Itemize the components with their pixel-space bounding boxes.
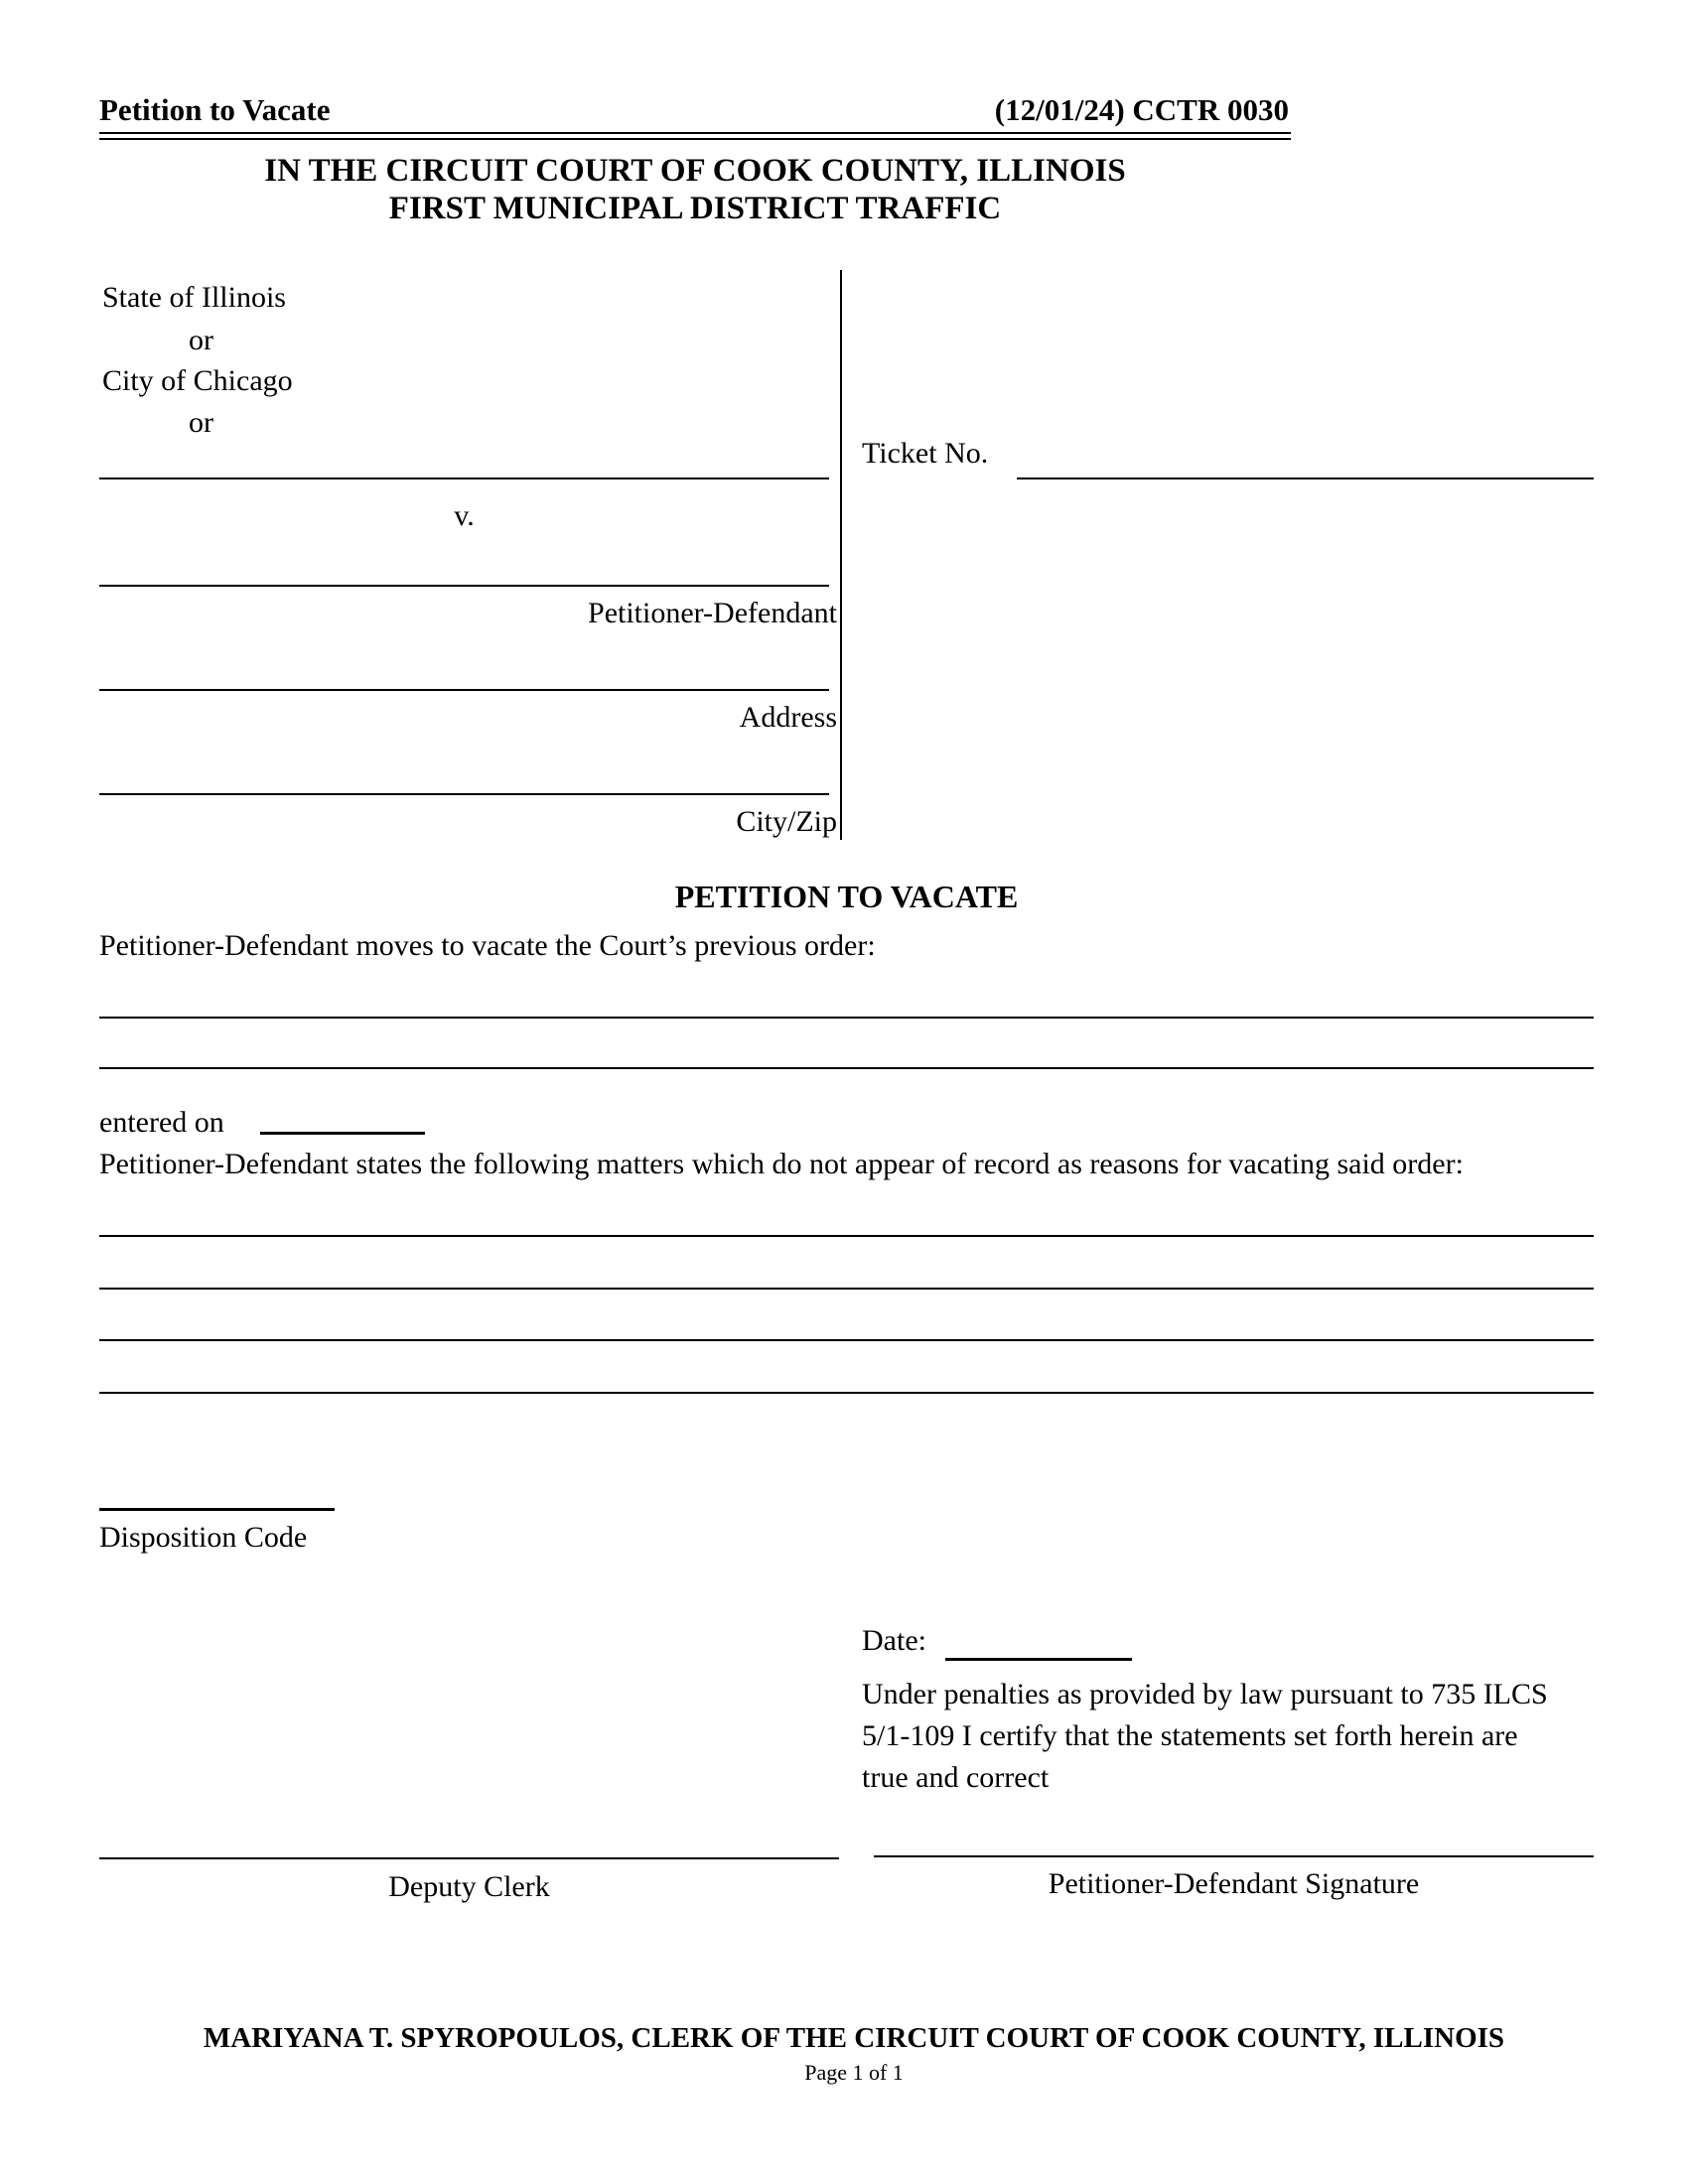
versus-label: v.	[454, 499, 475, 532]
header-form-title: Petition to Vacate	[99, 92, 331, 127]
court-title-line1: IN THE CIRCUIT COURT OF COOK COUNTY, ILLINOIS	[264, 153, 1126, 189]
deputy-clerk-signature-line[interactable]	[99, 1857, 839, 1859]
date-label: Date:	[862, 1624, 926, 1657]
reason-blank-line-4[interactable]	[99, 1392, 1594, 1394]
plaintiff-blank-line[interactable]	[99, 478, 829, 479]
date-line[interactable]	[945, 1658, 1132, 1661]
disposition-code-line[interactable]	[99, 1508, 335, 1511]
ticket-no-label: Ticket No.	[862, 437, 989, 470]
plaintiff-option-1: State of Illinois	[102, 281, 286, 314]
moves-text: Petitioner-Defendant moves to vacate the Court’s previous order:	[99, 929, 876, 962]
entered-on-line[interactable]	[260, 1132, 425, 1135]
reason-blank-line-2[interactable]	[99, 1288, 1594, 1290]
deputy-clerk-label: Deputy Clerk	[388, 1870, 550, 1903]
disposition-code-label: Disposition Code	[99, 1521, 308, 1554]
city-zip-label: City/Zip	[736, 805, 837, 838]
petition-heading: PETITION TO VACATE	[674, 879, 1019, 914]
petitioner-signature-line[interactable]	[874, 1855, 1594, 1857]
petitioner-signature-label: Petitioner-Defendant Signature	[1048, 1867, 1420, 1900]
reason-blank-line-1[interactable]	[99, 1235, 1594, 1237]
footer-clerk-name: MARIYANA T. SPYROPOULOS, CLERK OF THE CIRCUIT COURT OF COOK COUNTY, ILLINOIS	[203, 2022, 1505, 2054]
address-line[interactable]	[99, 689, 829, 691]
or-separator-1: or	[189, 324, 213, 356]
petitioner-name-label: Petitioner-Defendant	[588, 597, 837, 629]
city-zip-line[interactable]	[99, 793, 829, 795]
header-double-rule	[99, 132, 1291, 140]
entered-on-label: entered on	[99, 1106, 224, 1139]
order-blank-line-2[interactable]	[99, 1067, 1594, 1069]
plaintiff-option-2: City of Chicago	[102, 364, 293, 397]
header-form-code: (12/01/24) CCTR 0030	[994, 92, 1289, 127]
reason-blank-line-3[interactable]	[99, 1339, 1594, 1341]
certification-text: Under penalties as provided by law pursuant to 735 ILCS 5/1-109 I certify that the statements set forth herein are true and correct	[862, 1678, 1548, 1794]
petitioner-name-line[interactable]	[99, 585, 829, 587]
order-blank-line-1[interactable]	[99, 1017, 1594, 1019]
address-label: Address	[739, 701, 837, 734]
ticket-no-line[interactable]	[1017, 478, 1594, 479]
footer-page-info: Page 1 of 1	[804, 2060, 904, 2085]
states-text: Petitioner-Defendant states the following matters which do not appear of record as reasons for vacating said order:	[99, 1148, 1464, 1180]
or-separator-2: or	[189, 406, 213, 439]
court-title-line2: FIRST MUNICIPAL DISTRICT TRAFFIC	[388, 191, 1002, 226]
caption-divider-rule	[840, 270, 842, 840]
